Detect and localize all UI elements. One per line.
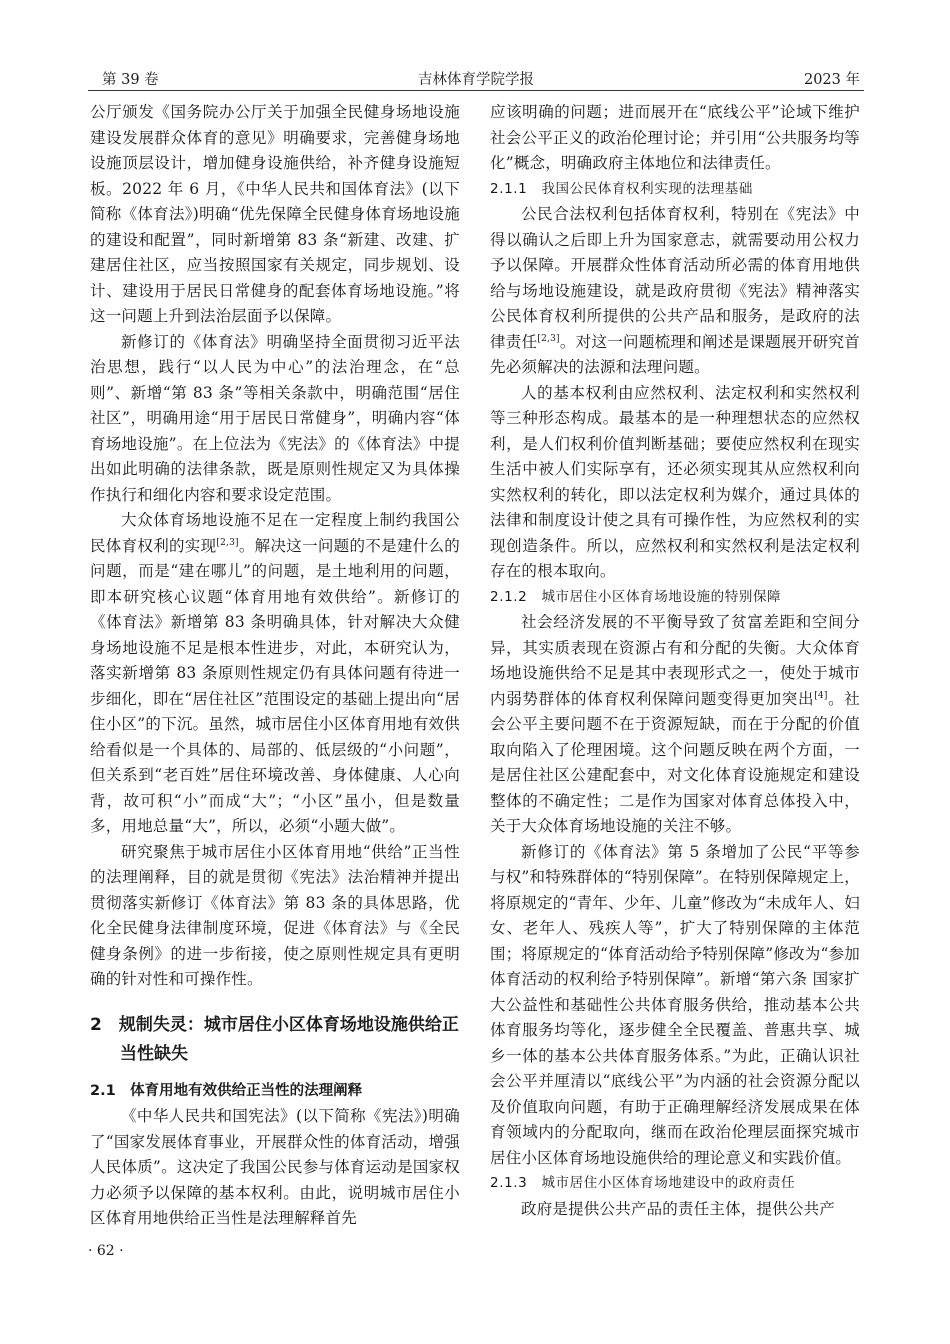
header-year: 2023 年 [803, 72, 860, 88]
section-heading-2: 2 规制失灵：城市居住小区体育场地设施供给正当性缺失 [90, 1014, 459, 1064]
page-number: · 62 · [88, 1243, 124, 1259]
paragraph-text: 社会经济发展的不平衡导致了贫富差距和空间分异，其实质表现在资源占有和分配的失衡。大众体育场地设施供给不足是其中表现形式之一，使处于城市内弱势群体的体育权利保障问题变得更加突出 [490, 613, 860, 708]
citation-ref: [4] [814, 690, 828, 701]
left-column [90, 100, 460, 1232]
paragraph-with-citation [490, 610, 860, 840]
paragraph-text: 。对这一问题梳理和阐述是课题展开研究首先必须解决的法源和法理问题。 [490, 332, 860, 376]
paragraph-text: 公民合法权利包括体育权利，特别在《宪法》中得以确认之后即上升为国家意志，就需要动用公权力予以保障。开展群众性体育活动所必需的体育用地供给与场地设施建设，就是政府贯彻《宪法》精神落实公民体育权利所提供的公共产品和服务，是政府的法律责任 [490, 205, 860, 351]
paragraph: 《中华人民共和国宪法》(以下简称《宪法》)明确了“国家发展体育事业，开展群众性的体育活动，增强人民体质”。这决定了我国公民参与体育运动是国家权力必须予以保障的基本权利。由此，说明城市居住小区体育用地供给正当性是法理解释首先 [90, 1107, 460, 1227]
paragraph-with-citation [90, 508, 460, 840]
paragraph-text: 大众体育场地设施不足在一定程度上制约我国公民体育权利的实现 [90, 511, 460, 555]
paragraph-with-citation [490, 202, 860, 381]
subsection-heading-2-1-1: 2.1.1 我国公民体育权利实现的法理基础 [490, 180, 753, 197]
running-header [88, 62, 864, 91]
citation-ref: [2,3] [216, 537, 239, 548]
paragraph-text: 。解决这一问题的不是建什么的问题，而是“建在哪儿”的问题，是土地利用的问题，即本研究核心议题“体育用地有效供给”。新修订的《体育法》新增第 83 条明确具体，针对解决大众健身场地设施不足是根本性进步，对此，本研究认为，落实新增第 83 条原则性规定仍有具体问题有待进一步细化，即在“居住社区”范围设定的基础上提出向“居住小区”的下沉。虽然，城市居住小区体育用地有效供给看似是一个具体的、局部的、低层级的“小问题”，但关系到“老百姓”居住环境改善、身体健康、人心向背，故可积“小”而成“大”；“小区”虽小，但是数量多，用地总量“大”，所以，必须“小题大做”。 [90, 536, 460, 835]
paragraph: 应该明确的问题；进而展开在“底线公平”论域下维护社会公平正义的政治伦理讨论；并引用“公共服务均等化”概念，明确政府主体地位和法律责任。 [490, 103, 860, 172]
paragraph: 政府是提供公共产品的责任主体，提供公共产 [521, 1199, 836, 1218]
subsection-heading-2-1-2: 2.1.2 城市居住小区体育场地设施的特别保障 [490, 588, 782, 605]
subsection-heading-2-1-3: 2.1.3 城市居住小区体育场地建设中的政府责任 [490, 1175, 796, 1191]
section-heading-2-1: 2.1 体育用地有效供给正当性的法理阐释 [90, 1082, 363, 1099]
paragraph: 研究聚焦于城市居住小区体育用地“供给”正当性的法理阐释，目的就是贯彻《宪法》法治精神并提出贯彻落实新修订《体育法》第 83 条的具体思路，优化全民健身法律制度环境，促进《体育法》与《全民健身条例》的进一步衔接，使之原则性规定具有更明确的针对性和可操作性。 [90, 842, 460, 988]
header-volume: 第 39 卷 [102, 72, 159, 88]
paragraph: 新修订的《体育法》第 5 条增加了公民“平等参与权”和特殊群体的“特别保障”。在特别保障规定上，将原规定的“青年、少年、儿童”修改为“未成年人、妇女、老年人、残疾人等”，扩大了特别保障的主体范围；将原规定的“体育活动给予特别保障”修改为“参加体育活动的权利给予特别保障”。新增“第六条 国家扩大公益性和基础性公共体育服务供给，推动基本公共体育服务均等化，逐步健全全民覆盖、普惠共享、城乡一体的基本公共体育服务体系。”为此，正确认识社会公平并厘清以“底线公平”为内涵的社会资源分配以及价值取向问题，有助于正确理解经济发展成果在体育领域内的分配取向，继而在政治伦理层面探究城市居住小区体育场地设施供给的理论意义和实践价值。 [490, 842, 860, 1167]
paragraph: 新修订的《体育法》明确坚持全面贯彻习近平法治思想，践行“以人民为中心”的法治理念，在“总则”、新增“第 83 条”等相关条款中，明确范围“居住社区”，明确用途“用于居民日常健身”，明确内容“体育场地设施”。在上位法为《宪法》的《体育法》中提出如此明确的法律条款，既是原则性规定又为具体操作执行和细化内容和要求设定范围。 [90, 332, 460, 504]
paragraph: 人的基本权利由应然权利、法定权利和实然权利等三种形态构成。最基本的是一种理想状态的应然权利，是人们权利价值判断基础；要使应然权利在现实生活中被人们实际享有，还必须实现其从应然权利向实然权利的转化，即以法定权利为媒介，通过具体的法律和制度设计使之具有可操作性，为应然权利的实现创造条件。所以，应然权利和实然权利是法定权利存在的根本取向。 [490, 383, 860, 580]
paragraph: 公厅颁发《国务院办公厅关于加强全民健身场地设施建设发展群众体育的意见》明确要求，完善健身场地设施顶层设计，增加健身设施供给，补齐健身设施短板。2022 年 6 月，《中华人民共和国体育法》(以下简称《体育法》)明确“优先保障全民健身体育场地设施的建设和配置”，同时新增第 83 条“新建、改建、扩建居住社区，应当按照国家有关规定，同步规划、设计、建设用于居民日常健身的配套体育场地设施。”将这一问题上升到法治层面予以保障。 [90, 103, 460, 325]
citation-ref: [2,3] [537, 333, 560, 344]
right-column [490, 100, 860, 1222]
header-journal-title: 吉林体育学院学报 [418, 72, 534, 88]
paragraph-text: 。社会公平主要问题不在于资源短缺，而在于分配的价值取向陷入了伦理困境。这个问题反映在两个方面，一是居住社区公建配套中，对文化体育设施规定和建设整体的不确定性；二是作为国家对体育总体投入中，关于大众体育场地设施的关注不够。 [490, 689, 860, 835]
